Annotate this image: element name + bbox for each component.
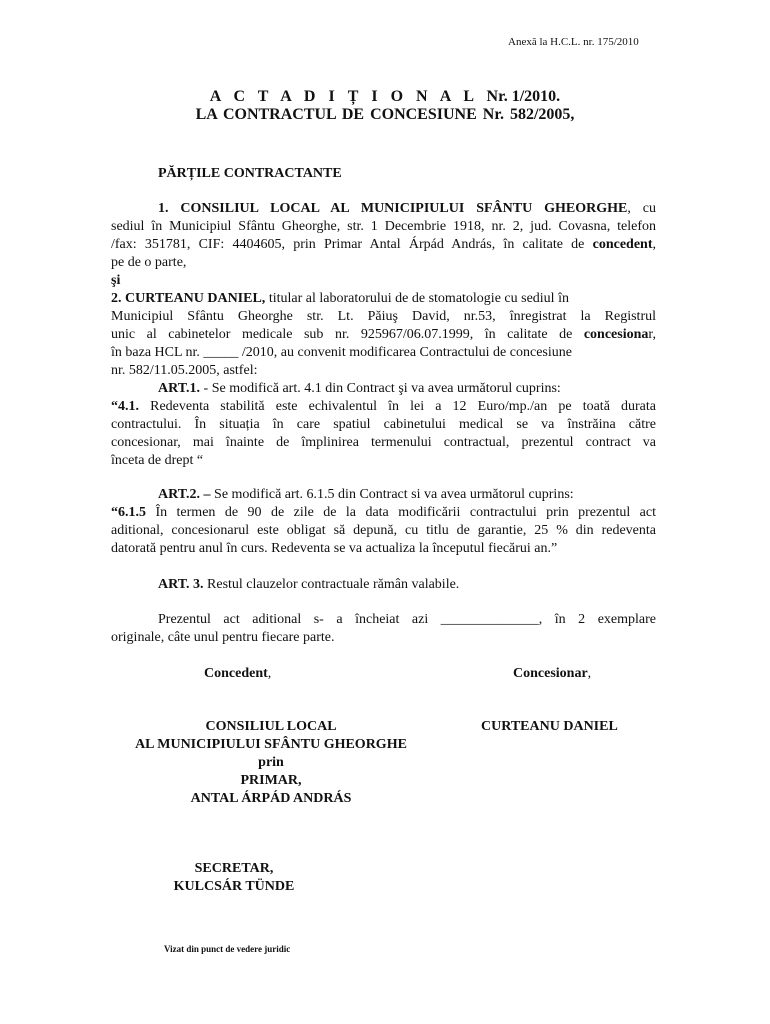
document-title [0,88,770,106]
article-2-line-2: aditional, concesionarul este obligat să depună, cu titlu de garantie, 25 % din redeventa [111,523,656,538]
closing-line-1: Prezentul act aditional s- a încheiat azi ______________, în 2 exemplare [158,612,656,627]
article-2-line-3: datorată pentru anul în curs. Redeventa se va actualiza la începutul fiecărui an.” [111,541,558,556]
party-2-name: 2. CURTEANU DANIEL, [111,291,266,306]
article-3-block [111,576,656,594]
parties-heading: PĂRȚILE CONTRACTANTE [158,166,342,181]
article-1-line-1: “4.1. Redeventa stabilită este echivalentul în lei a 12 Euro/mp./an pe toată durata [111,399,656,414]
closing-line-2: originale, câte unul pentru fiecare parte. [111,630,335,645]
concesionar-label: Concesionar, [513,666,592,681]
party-2-line-1: 2. CURTEANU DANIEL, titular al laboratorului de de stomatologie cu sediul în [111,291,569,306]
party-2-line-4: în baza HCL nr. _____ /2010, au convenit modificarea Contractului de concesiune [111,345,572,360]
party-2-line-5: nr. 582/11.05.2005, astfel: [111,363,258,378]
article-1-intro: ART.1. - Se modifică art. 4.1 din Contract şi va avea următorul cuprins: [158,381,561,396]
article-2-intro: ART.2. – Se modifică art. 6.1.5 din Contract si va avea următorul cuprins: [158,487,574,502]
party-1-line-2: sediul în Municipiul Sfântu Gheorghe, str. 1 Decembrie 1918, nr. 2, jud. Covasna, telefon [111,219,656,234]
title-number: Nr. 1/2010. [486,88,561,105]
article-2-label: ART.2. – [158,487,211,502]
document-subtitle: LA CONTRACTUL DE CONCESIUNE Nr. 582/2005, [195,106,575,123]
signature-line: ANTAL ÁRPÁD ANDRÁS [190,791,352,806]
signature-line: PRIMAR, [240,773,302,788]
party-2-line-2: Municipiul Sfântu Gheorghe str. Lt. Păiuş David, nr.53, înregistrat la Registrul [111,309,656,324]
article-1-block [111,380,656,470]
party-2-line-3: unic al cabinetelor medicale sub nr. 925967/06.07.1999, în calitate de concesionar, [111,327,656,342]
article-3-text: ART. 3. Restul clauzelor contractuale rămân valabile. [158,577,460,592]
concedent-label: Concedent, [204,666,272,681]
legal-approval-note: Vizat din punct de vedere juridic [164,944,291,954]
secretary-title: SECRETAR, [194,861,274,876]
article-1-line-4: înceta de drept “ [111,453,204,468]
secretary-block [162,860,306,896]
party-2-block [111,290,656,380]
article-1-line-2: contractului. În situația în care spatiul cabinetului medical se va înstrăina către [111,417,656,432]
party-1-block [111,200,656,290]
party-1-line-4: pe de o parte, [111,255,187,270]
concedent-signature-block [111,718,431,808]
conjunction-and: şi [111,273,121,288]
secretary-name: KULCSÁR TÜNDE [173,879,295,894]
article-2-line-1: “6.1.5 În termen de 90 de zile de la data modificării contractului prin prezentul act [111,505,656,520]
signature-line: CONSILIUL LOCAL [205,719,337,734]
signature-line: prin [258,755,284,770]
title-act-aditional: A C T A D I Ț I O N A L [209,88,479,105]
party-1-line-1: 1. CONSILIUL LOCAL AL MUNICIPIULUI SFÂNTU GHEORGHE, cu [158,201,656,216]
party-1-name: 1. CONSILIUL LOCAL AL MUNICIPIULUI SFÂNTU GHEORGHE [158,201,628,216]
article-3-label: ART. 3. [158,577,204,592]
article-1-label: ART.1. [158,381,201,396]
annex-reference: Anexă la H.C.L. nr. 175/2010 [508,36,639,48]
signature-line: AL MUNICIPIULUI SFÂNTU GHEORGHE [135,737,407,752]
closing-block [111,611,656,647]
party-1-line-3: /fax: 351781, CIF: 4404605, prin Primar Antal Árpád András, în calitate de concedent, [111,237,656,252]
concesionar-name: CURTEANU DANIEL [481,719,618,734]
article-1-line-3: concesionar, mai înainte de împlinirea termenului contractual, prezentul contract va [111,435,656,450]
article-2-block [111,486,656,558]
